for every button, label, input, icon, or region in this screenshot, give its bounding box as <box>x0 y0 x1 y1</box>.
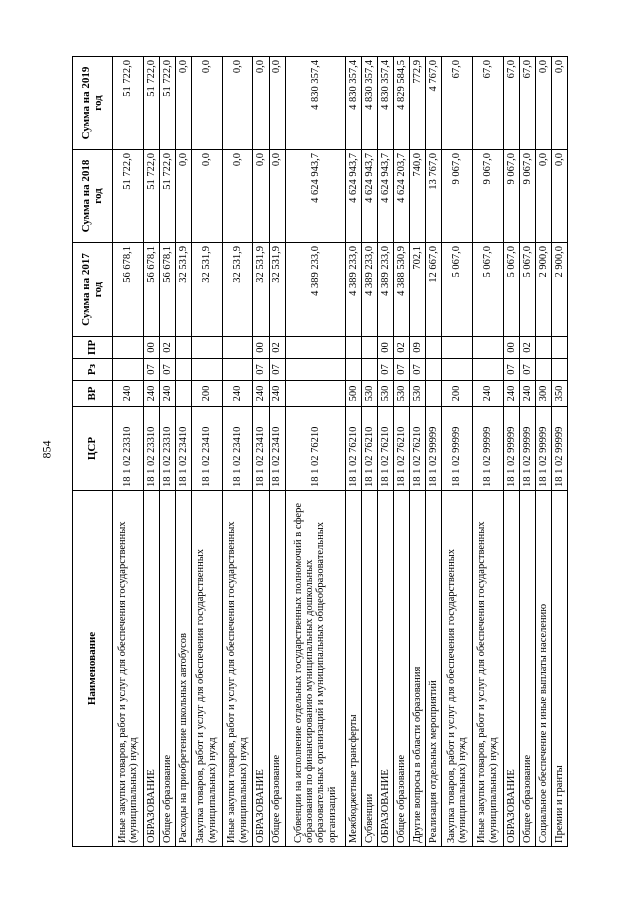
table-row <box>442 57 473 847</box>
cell-name: Межбюджетные трансферты <box>345 491 361 847</box>
cell-vr: 240 <box>113 381 144 407</box>
cell-pr <box>361 337 377 359</box>
cell-pr: 02 <box>159 337 175 359</box>
rotated-table-container <box>72 57 568 847</box>
table-row <box>253 57 269 847</box>
cell-sum-2018: 0,0 <box>175 150 191 243</box>
table-row <box>175 57 191 847</box>
cell-csr: 18 1 02 23410 <box>191 407 222 491</box>
cell-csr: 18 1 02 99999 <box>442 407 473 491</box>
cell-pr: 00 <box>253 337 269 359</box>
cell-sum-2019: 67,0 <box>442 57 473 150</box>
cell-rz: 07 <box>377 359 393 381</box>
cell-sum-2019: 4 830 357,4 <box>377 57 393 150</box>
table-row <box>159 57 175 847</box>
cell-rz: 07 <box>503 359 519 381</box>
cell-sum-2017: 32 531,9 <box>222 243 253 337</box>
budget-table <box>72 56 568 847</box>
cell-rz <box>472 359 503 381</box>
cell-sum-2017: 56 678,1 <box>159 243 175 337</box>
cell-sum-2018: 0,0 <box>191 150 222 243</box>
cell-pr: 00 <box>143 337 159 359</box>
cell-sum-2019: 51 722,0 <box>143 57 159 150</box>
cell-name: Иные закупки товаров, работ и услуг для обеспечения государственных (муниципальных) нужд <box>222 491 253 847</box>
cell-rz <box>222 359 253 381</box>
cell-sum-2017: 2 900,0 <box>535 243 551 337</box>
cell-sum-2018: 9 067,0 <box>519 150 535 243</box>
cell-pr: 00 <box>377 337 393 359</box>
cell-sum-2018: 0,0 <box>222 150 253 243</box>
header-sum-2018: Сумма на 2018 год <box>73 150 113 243</box>
page-number: 854 <box>39 440 54 459</box>
table-row <box>143 57 159 847</box>
cell-csr: 18 1 02 76210 <box>394 407 410 491</box>
table-row <box>535 57 551 847</box>
table-row <box>285 57 345 847</box>
cell-csr: 18 1 02 99999 <box>519 407 535 491</box>
cell-sum-2018: 4 624 943,7 <box>345 150 361 243</box>
cell-rz <box>361 359 377 381</box>
cell-sum-2017: 32 531,9 <box>175 243 191 337</box>
header-pr: ПР <box>73 337 113 359</box>
cell-name: Общее образование <box>159 491 175 847</box>
cell-pr <box>285 337 345 359</box>
cell-vr <box>285 381 345 407</box>
cell-csr: 18 1 02 99999 <box>503 407 519 491</box>
table-row <box>377 57 393 847</box>
cell-sum-2017: 56 678,1 <box>143 243 159 337</box>
cell-csr: 18 1 02 76210 <box>377 407 393 491</box>
cell-name: Премии и гранты <box>551 491 567 847</box>
cell-sum-2018: 9 067,0 <box>472 150 503 243</box>
cell-vr: 240 <box>519 381 535 407</box>
table-header-row <box>73 57 113 847</box>
cell-sum-2019: 0,0 <box>551 57 567 150</box>
cell-pr <box>113 337 144 359</box>
cell-rz: 07 <box>394 359 410 381</box>
cell-name: Субвенции <box>361 491 377 847</box>
cell-name: Реализация отдельных мероприятий <box>426 491 442 847</box>
cell-pr <box>345 337 361 359</box>
header-rz: Рз <box>73 359 113 381</box>
cell-sum-2019: 0,0 <box>175 57 191 150</box>
cell-sum-2017: 4 388 530,9 <box>394 243 410 337</box>
header-vr: ВР <box>73 381 113 407</box>
cell-sum-2017: 32 531,9 <box>269 243 285 337</box>
cell-sum-2017: 5 067,0 <box>442 243 473 337</box>
cell-name: Субвенции на исполнение отдельных государственных полномочий в сфере образования по финансированию муниципальных дошкольных образовательных организаций и муниципальных общеобразовательных организаций <box>285 491 345 847</box>
cell-pr <box>472 337 503 359</box>
cell-name: Общее образование <box>394 491 410 847</box>
cell-rz: 07 <box>410 359 426 381</box>
table-row <box>113 57 144 847</box>
cell-vr: 200 <box>191 381 222 407</box>
cell-sum-2017: 5 067,0 <box>472 243 503 337</box>
cell-rz: 07 <box>143 359 159 381</box>
cell-csr: 18 1 02 76210 <box>345 407 361 491</box>
cell-sum-2019: 51 722,0 <box>113 57 144 150</box>
table-row <box>361 57 377 847</box>
cell-rz <box>113 359 144 381</box>
cell-rz <box>442 359 473 381</box>
cell-pr <box>551 337 567 359</box>
cell-sum-2018: 4 624 943,7 <box>361 150 377 243</box>
cell-sum-2019: 0,0 <box>222 57 253 150</box>
cell-sum-2018: 740,0 <box>410 150 426 243</box>
cell-name: ОБРАЗОВАНИЕ <box>377 491 393 847</box>
cell-csr: 18 1 02 99999 <box>472 407 503 491</box>
cell-name: Другие вопросы в области образования <box>410 491 426 847</box>
cell-sum-2018: 0,0 <box>253 150 269 243</box>
cell-sum-2019: 67,0 <box>519 57 535 150</box>
cell-sum-2019: 51 722,0 <box>159 57 175 150</box>
cell-sum-2019: 4 830 357,4 <box>285 57 345 150</box>
cell-sum-2018: 0,0 <box>551 150 567 243</box>
cell-vr: 240 <box>253 381 269 407</box>
cell-csr: 18 1 02 23410 <box>269 407 285 491</box>
header-sum-2017: Сумма на 2017 год <box>73 243 113 337</box>
cell-pr <box>535 337 551 359</box>
table-row <box>551 57 567 847</box>
cell-csr: 18 1 02 23310 <box>159 407 175 491</box>
cell-rz <box>175 359 191 381</box>
cell-vr: 200 <box>442 381 473 407</box>
cell-sum-2018: 13 767,0 <box>426 150 442 243</box>
cell-pr <box>175 337 191 359</box>
cell-name: ОБРАЗОВАНИЕ <box>503 491 519 847</box>
cell-sum-2019: 0,0 <box>535 57 551 150</box>
cell-csr: 18 1 02 99999 <box>426 407 442 491</box>
table-body <box>113 57 568 847</box>
cell-pr <box>191 337 222 359</box>
header-name: Наименование <box>73 491 113 847</box>
cell-sum-2018: 4 624 203,7 <box>394 150 410 243</box>
cell-sum-2017: 12 667,0 <box>426 243 442 337</box>
cell-csr: 18 1 02 23310 <box>113 407 144 491</box>
cell-name: Социальное обеспечение и иные выплаты населению <box>535 491 551 847</box>
cell-sum-2018: 4 624 943,7 <box>285 150 345 243</box>
cell-vr: 530 <box>394 381 410 407</box>
cell-pr: 02 <box>519 337 535 359</box>
cell-sum-2019: 0,0 <box>191 57 222 150</box>
cell-sum-2018: 51 722,0 <box>159 150 175 243</box>
cell-vr: 240 <box>143 381 159 407</box>
cell-sum-2019: 4 829 584,5 <box>394 57 410 150</box>
table-row <box>519 57 535 847</box>
cell-vr: 530 <box>377 381 393 407</box>
cell-sum-2017: 4 389 233,0 <box>285 243 345 337</box>
cell-name: Иные закупки товаров, работ и услуг для обеспечения государственных (муниципальных) нужд <box>472 491 503 847</box>
cell-name: Закупка товаров, работ и услуг для обеспечения государственных (муниципальных) нужд <box>442 491 473 847</box>
cell-vr: 530 <box>361 381 377 407</box>
header-sum-2019: Сумма на 2019 год <box>73 57 113 150</box>
cell-sum-2019: 67,0 <box>472 57 503 150</box>
cell-sum-2017: 32 531,9 <box>191 243 222 337</box>
cell-rz: 07 <box>269 359 285 381</box>
cell-pr <box>426 337 442 359</box>
cell-sum-2018: 51 722,0 <box>113 150 144 243</box>
cell-sum-2017: 56 678,1 <box>113 243 144 337</box>
cell-rz <box>535 359 551 381</box>
cell-pr: 00 <box>503 337 519 359</box>
cell-pr <box>442 337 473 359</box>
cell-name: ОБРАЗОВАНИЕ <box>253 491 269 847</box>
cell-sum-2018: 0,0 <box>535 150 551 243</box>
cell-vr: 240 <box>503 381 519 407</box>
cell-vr: 240 <box>472 381 503 407</box>
cell-csr: 18 1 02 23410 <box>253 407 269 491</box>
cell-pr: 02 <box>394 337 410 359</box>
cell-vr <box>426 381 442 407</box>
cell-sum-2017: 4 389 233,0 <box>345 243 361 337</box>
table-row <box>269 57 285 847</box>
cell-sum-2017: 4 389 233,0 <box>377 243 393 337</box>
cell-csr: 18 1 02 76210 <box>361 407 377 491</box>
cell-csr: 18 1 02 76210 <box>285 407 345 491</box>
table-row <box>345 57 361 847</box>
cell-sum-2018: 9 067,0 <box>503 150 519 243</box>
cell-csr: 18 1 02 23410 <box>175 407 191 491</box>
cell-csr: 18 1 02 99999 <box>535 407 551 491</box>
table-row <box>394 57 410 847</box>
cell-sum-2017: 702,1 <box>410 243 426 337</box>
cell-sum-2017: 4 389 233,0 <box>361 243 377 337</box>
cell-vr: 500 <box>345 381 361 407</box>
cell-name: ОБРАЗОВАНИЕ <box>143 491 159 847</box>
cell-rz <box>191 359 222 381</box>
cell-name: Расходы на приобретение школьных автобусов <box>175 491 191 847</box>
table-row <box>426 57 442 847</box>
cell-sum-2019: 772,9 <box>410 57 426 150</box>
cell-pr: 02 <box>269 337 285 359</box>
cell-sum-2019: 4 830 357,4 <box>345 57 361 150</box>
cell-vr: 240 <box>269 381 285 407</box>
cell-sum-2018: 4 624 943,7 <box>377 150 393 243</box>
cell-sum-2017: 5 067,0 <box>519 243 535 337</box>
cell-csr: 18 1 02 76210 <box>410 407 426 491</box>
cell-sum-2019: 67,0 <box>503 57 519 150</box>
cell-vr: 350 <box>551 381 567 407</box>
cell-pr: 09 <box>410 337 426 359</box>
cell-name: Общее образование <box>519 491 535 847</box>
cell-rz: 07 <box>159 359 175 381</box>
cell-sum-2019: 0,0 <box>269 57 285 150</box>
table-row <box>410 57 426 847</box>
cell-vr: 530 <box>410 381 426 407</box>
cell-csr: 18 1 02 23310 <box>143 407 159 491</box>
table-row <box>503 57 519 847</box>
table-row <box>191 57 222 847</box>
cell-vr: 240 <box>159 381 175 407</box>
cell-rz <box>285 359 345 381</box>
cell-sum-2018: 51 722,0 <box>143 150 159 243</box>
cell-rz: 07 <box>519 359 535 381</box>
cell-sum-2017: 5 067,0 <box>503 243 519 337</box>
cell-rz <box>551 359 567 381</box>
cell-pr <box>222 337 253 359</box>
cell-name: Общее образование <box>269 491 285 847</box>
cell-name: Закупка товаров, работ и услуг для обеспечения государственных (муниципальных) нужд <box>191 491 222 847</box>
cell-sum-2019: 4 830 357,4 <box>361 57 377 150</box>
cell-rz <box>345 359 361 381</box>
cell-rz <box>426 359 442 381</box>
cell-name: Иные закупки товаров, работ и услуг для обеспечения государственных (муниципальных) нужд <box>113 491 144 847</box>
cell-csr: 18 1 02 23410 <box>222 407 253 491</box>
cell-sum-2017: 2 900,0 <box>551 243 567 337</box>
cell-vr <box>175 381 191 407</box>
cell-sum-2017: 32 531,9 <box>253 243 269 337</box>
cell-vr: 300 <box>535 381 551 407</box>
cell-rz: 07 <box>253 359 269 381</box>
cell-sum-2019: 4 767,0 <box>426 57 442 150</box>
cell-vr: 240 <box>222 381 253 407</box>
cell-sum-2019: 0,0 <box>253 57 269 150</box>
cell-sum-2018: 0,0 <box>269 150 285 243</box>
header-csr: ЦСР <box>73 407 113 491</box>
cell-csr: 18 1 02 99999 <box>551 407 567 491</box>
table-row <box>222 57 253 847</box>
cell-sum-2018: 9 067,0 <box>442 150 473 243</box>
table-row <box>472 57 503 847</box>
